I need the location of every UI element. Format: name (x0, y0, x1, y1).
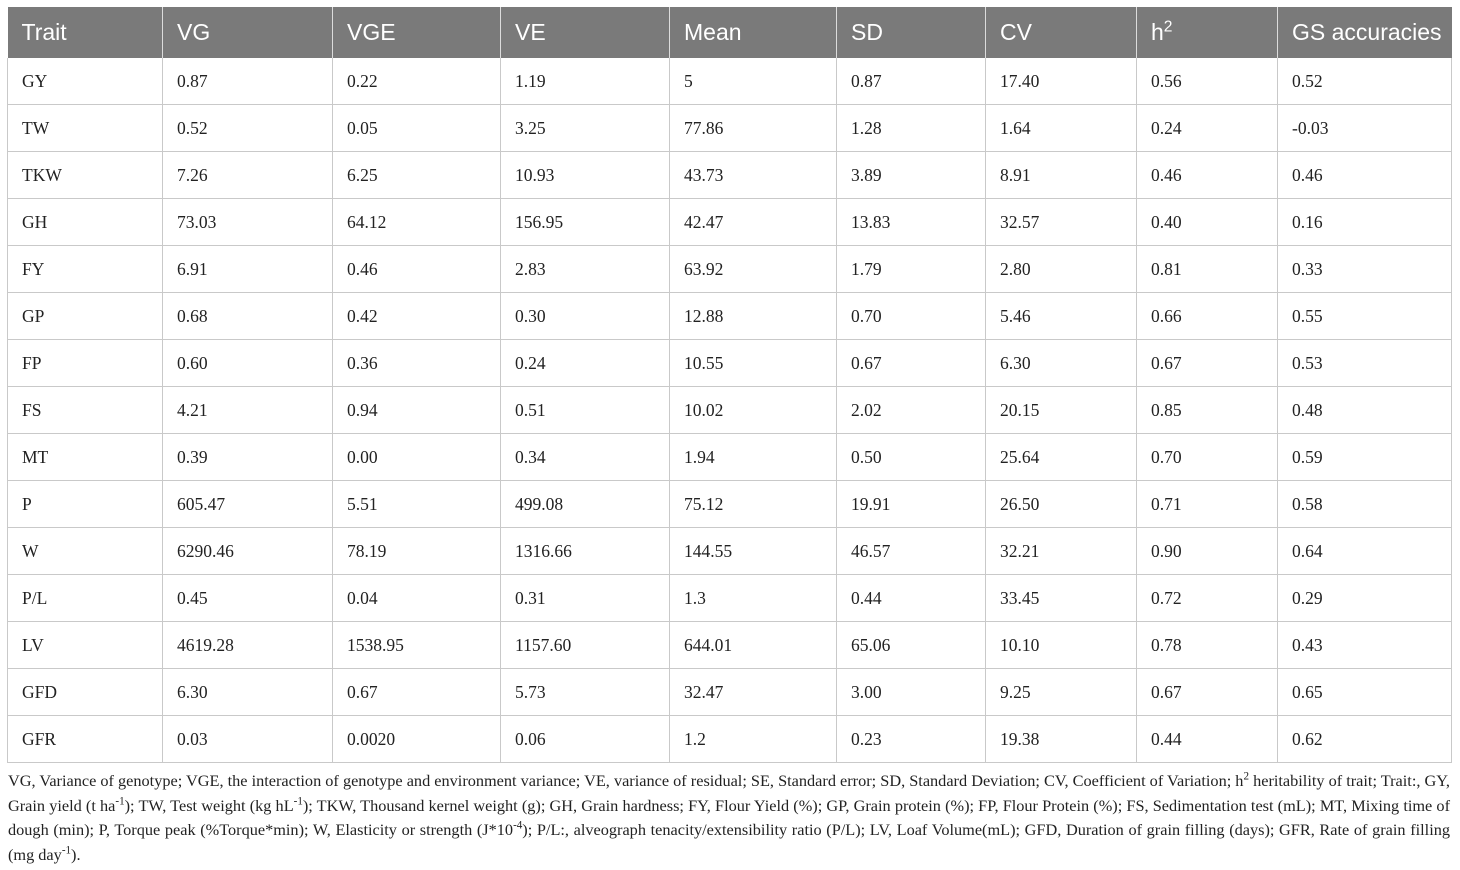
cell-gs-accuracy: 0.43 (1278, 622, 1452, 669)
cell-mean: 42.47 (670, 199, 837, 246)
cell-sd: 65.06 (837, 622, 986, 669)
cell-h2: 0.56 (1137, 58, 1278, 105)
cell-mean: 77.86 (670, 105, 837, 152)
cell-h2: 0.66 (1137, 293, 1278, 340)
cell-vg: 73.03 (163, 199, 333, 246)
cell-h2: 0.67 (1137, 340, 1278, 387)
header-h2-base: h (1151, 19, 1164, 45)
cell-vge: 6.25 (333, 152, 501, 199)
footnote-sup-4: -4 (513, 819, 523, 832)
cell-gs-accuracy: 0.48 (1278, 387, 1452, 434)
footnote-sup-2: -1 (115, 795, 125, 808)
cell-mean: 5 (670, 58, 837, 105)
cell-vge: 5.51 (333, 481, 501, 528)
cell-ve: 156.95 (501, 199, 670, 246)
table-row (8, 716, 1452, 763)
cell-vge: 0.67 (333, 669, 501, 716)
cell-cv: 32.21 (986, 528, 1137, 575)
header-h2-superscript: 2 (1163, 18, 1173, 36)
table-row (8, 387, 1452, 434)
cell-ve: 499.08 (501, 481, 670, 528)
header-h2 (1137, 7, 1278, 58)
cell-cv: 8.91 (986, 152, 1137, 199)
cell-vg: 4.21 (163, 387, 333, 434)
table-row (8, 152, 1452, 199)
cell-h2: 0.78 (1137, 622, 1278, 669)
cell-h2: 0.44 (1137, 716, 1278, 763)
header-trait: Trait (8, 7, 163, 58)
cell-trait: GY (8, 58, 163, 105)
cell-sd: 0.50 (837, 434, 986, 481)
cell-cv: 17.40 (986, 58, 1137, 105)
cell-mean: 1.94 (670, 434, 837, 481)
cell-trait: P (8, 481, 163, 528)
cell-vge: 0.94 (333, 387, 501, 434)
cell-cv: 9.25 (986, 669, 1137, 716)
table-body (8, 58, 1452, 763)
cell-ve: 0.34 (501, 434, 670, 481)
cell-cv: 33.45 (986, 575, 1137, 622)
table-row (8, 622, 1452, 669)
table-header-row (8, 7, 1452, 58)
cell-sd: 0.23 (837, 716, 986, 763)
cell-mean: 12.88 (670, 293, 837, 340)
cell-trait: FY (8, 246, 163, 293)
cell-cv: 10.10 (986, 622, 1137, 669)
cell-cv: 6.30 (986, 340, 1137, 387)
cell-h2: 0.70 (1137, 434, 1278, 481)
cell-h2: 0.71 (1137, 481, 1278, 528)
cell-vg: 0.39 (163, 434, 333, 481)
cell-vg: 7.26 (163, 152, 333, 199)
cell-mean: 144.55 (670, 528, 837, 575)
cell-h2: 0.67 (1137, 669, 1278, 716)
cell-ve: 2.83 (501, 246, 670, 293)
cell-gs-accuracy: 0.62 (1278, 716, 1452, 763)
cell-cv: 19.38 (986, 716, 1137, 763)
cell-ve: 0.06 (501, 716, 670, 763)
cell-h2: 0.81 (1137, 246, 1278, 293)
cell-h2: 0.40 (1137, 199, 1278, 246)
cell-cv: 20.15 (986, 387, 1137, 434)
cell-ve: 3.25 (501, 105, 670, 152)
cell-ve: 0.30 (501, 293, 670, 340)
cell-vg: 0.03 (163, 716, 333, 763)
cell-trait: W (8, 528, 163, 575)
cell-cv: 2.80 (986, 246, 1137, 293)
cell-gs-accuracy: 0.58 (1278, 481, 1452, 528)
cell-h2: 0.90 (1137, 528, 1278, 575)
cell-vge: 0.05 (333, 105, 501, 152)
cell-trait: FS (8, 387, 163, 434)
table-footnote (8, 769, 1450, 867)
cell-gs-accuracy: 0.52 (1278, 58, 1452, 105)
table-row (8, 199, 1452, 246)
footnote-text-5: ); P/L:, alveograph tenacity/extensibility ratio (P/L); LV, Loaf Volume(mL); GFD, Duration of grain filling (days); GFR, Rate of grain filling (mg day (8, 820, 1451, 864)
cell-vg: 0.60 (163, 340, 333, 387)
cell-h2: 0.46 (1137, 152, 1278, 199)
footnote-sup-1: 2 (1243, 770, 1249, 783)
cell-vg: 605.47 (163, 481, 333, 528)
cell-trait: TKW (8, 152, 163, 199)
cell-vge: 78.19 (333, 528, 501, 575)
cell-vg: 4619.28 (163, 622, 333, 669)
cell-sd: 0.70 (837, 293, 986, 340)
table-row (8, 481, 1452, 528)
cell-trait: GP (8, 293, 163, 340)
cell-vge: 0.04 (333, 575, 501, 622)
cell-sd: 3.89 (837, 152, 986, 199)
cell-ve: 0.51 (501, 387, 670, 434)
table-row (8, 58, 1452, 105)
footnote-text-2: heritability of trait; Trait:, GY, Grain yield (t ha (8, 771, 1450, 815)
cell-gs-accuracy: 0.16 (1278, 199, 1452, 246)
footnote-sup-3: -1 (293, 795, 303, 808)
cell-vge: 0.22 (333, 58, 501, 105)
cell-vg: 0.87 (163, 58, 333, 105)
cell-mean: 75.12 (670, 481, 837, 528)
cell-mean: 1.3 (670, 575, 837, 622)
cell-gs-accuracy: -0.03 (1278, 105, 1452, 152)
cell-sd: 0.87 (837, 58, 986, 105)
traits-table (7, 7, 1452, 763)
footnote-text-4: ); TKW, Thousand kernel weight (g); GH, Grain hardness; FY, Flour Yield (%); GP, Grain protein (%); FP, Flour Protein (%); FS, Sedimentation test (mL); MT, Mixing time of dough (min); P, Torque peak (%Torque*min); W, Elasticity or strength (J*10 (8, 795, 1450, 839)
cell-trait: MT (8, 434, 163, 481)
cell-vg: 0.68 (163, 293, 333, 340)
cell-vge: 0.0020 (333, 716, 501, 763)
cell-mean: 1.2 (670, 716, 837, 763)
cell-ve: 1.19 (501, 58, 670, 105)
cell-ve: 1316.66 (501, 528, 670, 575)
cell-sd: 1.28 (837, 105, 986, 152)
cell-sd: 3.00 (837, 669, 986, 716)
cell-ve: 0.24 (501, 340, 670, 387)
table-row (8, 246, 1452, 293)
cell-gs-accuracy: 0.65 (1278, 669, 1452, 716)
cell-sd: 19.91 (837, 481, 986, 528)
header-gs-accuracies: GS accuracies (1278, 7, 1452, 58)
cell-gs-accuracy: 0.55 (1278, 293, 1452, 340)
cell-mean: 43.73 (670, 152, 837, 199)
cell-gs-accuracy: 0.33 (1278, 246, 1452, 293)
cell-gs-accuracy: 0.64 (1278, 528, 1452, 575)
header-vg: VG (163, 7, 333, 58)
cell-vge: 0.00 (333, 434, 501, 481)
table-row (8, 528, 1452, 575)
header-cv: CV (986, 7, 1137, 58)
cell-mean: 10.55 (670, 340, 837, 387)
cell-h2: 0.24 (1137, 105, 1278, 152)
header-ve: VE (501, 7, 670, 58)
header-mean: Mean (670, 7, 837, 58)
cell-vge: 64.12 (333, 199, 501, 246)
cell-vge: 0.46 (333, 246, 501, 293)
cell-trait: FP (8, 340, 163, 387)
cell-mean: 63.92 (670, 246, 837, 293)
cell-mean: 32.47 (670, 669, 837, 716)
cell-vge: 1538.95 (333, 622, 501, 669)
footnote-text-1: VG, Variance of genotype; VGE, the interaction of genotype and environment variance; VE, variance of residual; SE, Standard error; SD, Standard Deviation; CV, Coefficient of Variation; h (8, 771, 1244, 790)
table-row (8, 340, 1452, 387)
cell-gs-accuracy: 0.46 (1278, 152, 1452, 199)
cell-vg: 6290.46 (163, 528, 333, 575)
header-vge: VGE (333, 7, 501, 58)
footnote-text-3: ); TW, Test weight (kg hL (124, 795, 294, 815)
cell-h2: 0.72 (1137, 575, 1278, 622)
cell-cv: 5.46 (986, 293, 1137, 340)
cell-trait: GFD (8, 669, 163, 716)
cell-cv: 1.64 (986, 105, 1137, 152)
cell-vg: 6.91 (163, 246, 333, 293)
footnote-sup-5: -1 (61, 844, 72, 857)
cell-trait: P/L (8, 575, 163, 622)
cell-vge: 0.42 (333, 293, 501, 340)
cell-trait: LV (8, 622, 163, 669)
table-row (8, 434, 1452, 481)
table-row (8, 575, 1452, 622)
cell-trait: TW (8, 105, 163, 152)
cell-ve: 5.73 (501, 669, 670, 716)
cell-vg: 0.52 (163, 105, 333, 152)
table-row (8, 293, 1452, 340)
cell-trait: GFR (8, 716, 163, 763)
cell-sd: 0.44 (837, 575, 986, 622)
cell-vge: 0.36 (333, 340, 501, 387)
cell-ve: 1157.60 (501, 622, 670, 669)
table-row (8, 105, 1452, 152)
footnote-text-6: ). (71, 844, 81, 864)
table-container (7, 7, 1451, 867)
cell-gs-accuracy: 0.53 (1278, 340, 1452, 387)
cell-sd: 13.83 (837, 199, 986, 246)
table-row (8, 669, 1452, 716)
cell-mean: 644.01 (670, 622, 837, 669)
cell-cv: 25.64 (986, 434, 1137, 481)
cell-cv: 32.57 (986, 199, 1137, 246)
cell-cv: 26.50 (986, 481, 1137, 528)
cell-sd: 1.79 (837, 246, 986, 293)
cell-sd: 2.02 (837, 387, 986, 434)
header-sd: SD (837, 7, 986, 58)
cell-h2: 0.85 (1137, 387, 1278, 434)
cell-vg: 6.30 (163, 669, 333, 716)
cell-sd: 46.57 (837, 528, 986, 575)
cell-sd: 0.67 (837, 340, 986, 387)
cell-trait: GH (8, 199, 163, 246)
cell-gs-accuracy: 0.29 (1278, 575, 1452, 622)
cell-ve: 10.93 (501, 152, 670, 199)
cell-vg: 0.45 (163, 575, 333, 622)
cell-mean: 10.02 (670, 387, 837, 434)
cell-gs-accuracy: 0.59 (1278, 434, 1452, 481)
cell-ve: 0.31 (501, 575, 670, 622)
